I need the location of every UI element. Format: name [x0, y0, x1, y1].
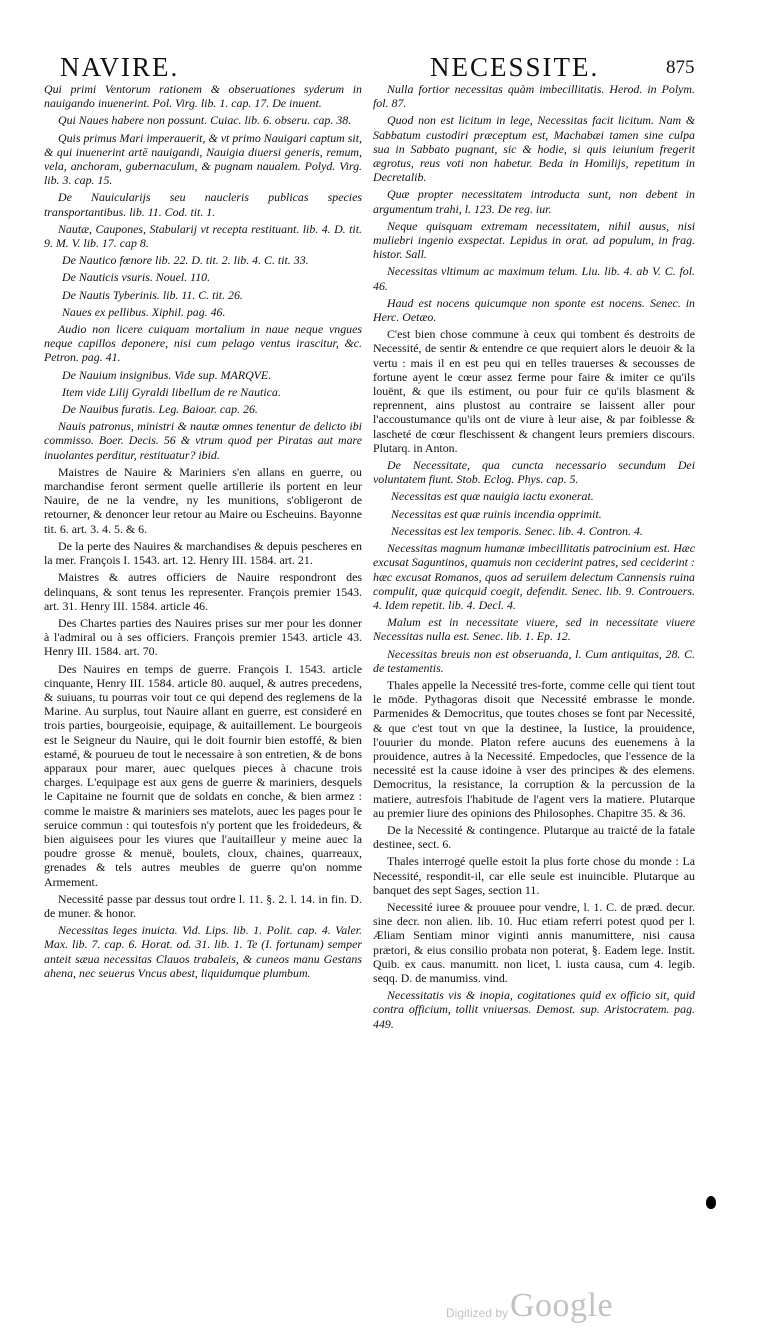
running-header [48, 52, 695, 86]
entry-paragraph: Neque quisquam extremam necessitatem, nihil ausus, nisi muliebri ingenio exspectat. Lepidus in orat. ad populum, in frag. histor. Sall. [373, 218, 695, 262]
digitized-by-label: Digitized by [446, 1306, 509, 1320]
entry-paragraph: Necessité passe par dessus tout ordre l. 11. §. 2. l. 14. in fin. D. de muner. & honor. [44, 891, 362, 920]
entry-paragraph: Necessité iuree & prouuee pour vendre, l. 1. C. de præd. decur. sine decr. non alien. lib. 10. Huc etiam referri potest quod per l. Æliam Sentiam minor viginti annis manumittere, nisi causa prætori, & eius consilio probata non poterat, §. Eadem lege. Instit. Quib. ex caus. manumitt. non licet, l. iusta causa, cum 4. legib. seqq. D. de manumiss. vind. [373, 899, 695, 985]
entry-paragraph: Necessitas est lex temporis. Senec. lib. 4. Contron. 4. [391, 523, 643, 538]
entry-paragraph: Quis primus Mari imperauerit, & vt primo Nauigari captum sit, & qui inuenerint artē nauigandi, Nauigia diuersi generis, remum, vela, anchoram, gubernaculum, & pugnam naualem. Polyd. Virg. lib. 3. cap. 15. [44, 130, 362, 188]
ink-blot-mark [706, 1196, 716, 1209]
entry-paragraph: Item vide Lilij Gyraldi libellum de re Nautica. [62, 384, 281, 399]
entry-paragraph: Necessitas vltimum ac maximum telum. Liu. lib. 4. ab V. C. fol. 46. [373, 264, 695, 293]
entry-paragraph: Qui Naues habere non possunt. Cuiac. lib. 6. obseru. cap. 38. [58, 113, 352, 128]
entry-paragraph: Nauis patronus, ministri & nautæ omnes tenentur de delicto ibi commisso. Boer. Decis. 56 & vtrum quod per Piratas aut mare inuolantes perditur, restituatur? ibid. [44, 419, 362, 462]
entry-paragraph: Quod non est licitum in lege, Necessitas facit licitum. Nam & Sabbatum custodiri præceptum est, Machabæi tamen sine culpa sua in Sabbato pugnant, sic & hodie, si quis ieiunium fregerit ægrotus, reus voti non habetur. Beda in Homilijs, repetitum in Decretalib. [373, 113, 695, 185]
entry-paragraph: Audio non licere cuiquam mortalium in naue neque vngues neque capillos deponere, nisi cum pelago ventus irascitur, &c. Petron. pag. 41. [44, 322, 362, 365]
entry-paragraph: C'est bien chose commune à ceux qui tombent és destroits de Necessité, de sentir & entendre ce que requiert alors le deuoir & la vertu : mais il en est peu qui en telles trauerses & secousses de fortune ayent le cœur assez ferme pour faire & imiter ce qu'ils louënt, & que ils estiment, ou pour fuir ce qu'ils blasment & reprennent, ains plustost au contraire se laissent aller pour l'accoustumance qu'ils ont de viure à leur aise, & par foiblesse & lascheté de cœur fleschissent & changent leurs premiers discours. Plutarq. in Anton. [373, 327, 695, 455]
entry-paragraph: Thales interrogé quelle estoit la plus forte chose du monde : La Necessité, respondit-il, car elle seule est inuincible. Plutarque au banquet des sept Sages, section 11. [373, 854, 695, 897]
entry-paragraph: Des Chartes parties des Nauires prises sur mer pour les donner à l'admiral ou à ses officiers. François premier 1543. article 43. Henry III. 1584. art. 70. [44, 615, 362, 659]
left-column [44, 82, 362, 983]
entry-paragraph: Nulla fortior necessitas quàm imbecillitatis. Herod. in Polym. fol. 87. [373, 82, 695, 111]
header-right-title: NECESSITE. [430, 52, 600, 82]
header-left-title: NAVIRE. [60, 52, 180, 82]
right-column [373, 82, 695, 1034]
entry-paragraph: Maistres & autres officiers de Nauire respondront des delinquans, & sont tenus les representer. François premier 1543. art. 31. Henry III. 1584. article 46. [44, 570, 362, 613]
entry-paragraph: Necessitas est quæ nauigia iactu exonerat. [391, 489, 594, 504]
entry-paragraph: Quæ propter necessitatem introducta sunt, non debent in argumentum trahi, l. 123. De reg. iur. [373, 187, 695, 216]
entry-paragraph: Necessitas est quæ ruinis incendia opprimit. [391, 506, 602, 521]
page-number: 875 [666, 57, 695, 78]
entry-paragraph: Maistres de Nauire & Mariniers s'en allans en guerre, ou marchandise feront serment quelle artillerie ils portent en leur Nauire, de ne la vendre, ny les munitions, s'obligeront de retourner, & denoncer leur retour au Maire ou Escheuins. Bayonne tit. 6. art. 3. 4. 5. & 6. [44, 464, 362, 536]
entry-paragraph: Qui primi Ventorum rationem & obseruationes syderum in nauigando inuenerint. Pol. Virg. lib. 1. cap. 17. De inuent. [44, 82, 362, 111]
entry-paragraph: De Nauicularijs seu naucleris publicas species transportantibus. lib. 11. Cod. tit. 1. [44, 190, 362, 219]
entry-paragraph: Necessitas magnum humanæ imbecillitatis patrocinium est. Hæc excusat Saguntinos, quamuis non ceciderint patres, sed ceciderint : hæc excusat Romanos, quos ad seruilem delectum Cannensis ruina compulit, quæ quicquid coegit, defendit. Senec. lib. 9. Controuers. 4. Idem repetit. lib. 4. Decl. 4. [373, 541, 695, 612]
entry-paragraph: Naues ex pellibus. Xiphil. pag. 46. [62, 304, 226, 319]
entry-paragraph: Necessitas leges inuicta. Vid. Lips. lib. 1. Polit. cap. 4. Valer. Max. lib. 7. cap. 6. Horat. od. 31. lib. 1. Te (I. fortunam) semper anteit sæua necessitas Clauos trabaleis, & cuneos manu Gestans ahena, nec seuerus Vncus abest, liquidumque plumbum. [44, 923, 362, 980]
entry-paragraph: Malum est in necessitate viuere, sed in necessitate viuere Necessitas nulla est. Senec. lib. 1. Ep. 12. [373, 615, 695, 644]
entry-paragraph: De Nautis Tyberinis. lib. 11. C. tit. 26. [62, 287, 243, 302]
entry-paragraph: Necessitatis vis & inopia, cogitationes quid ex officio sit, quid contra officium, tollit vniuersas. Demost. sup. Aristocratem. pag. 449. [373, 988, 695, 1031]
entry-paragraph: Nautæ, Caupones, Stabularij vt recepta restituant. lib. 4. D. tit. 9. M. V. lib. 17. cap 8. [44, 221, 362, 251]
entry-paragraph: De la Necessité & contingence. Plutarque au traicté de la fatale destinee, sect. 6. [373, 822, 695, 852]
entry-paragraph: Des Nauires en temps de guerre. François I. 1543. article cinquante, Henry III. 1584. article 80. auquel, & autres precedens, & suiuans, tu pourras voir tout ce qui depend des reglemens de la Marine. Au surplus, tout Nauire allant en guerre, est consideré en trois parties, bourgeoisie, equipage, & auitaillement. Le bourgeois est le Seigneur du Nauire, qui le doit fournir bien estoffé, & bien estamé, & pourueu de tout le necessaire à son entretien, & de bons apparaux pour marer, auec quelques pieces à chacune trois charges. L'equipage est aux gens de guerre & mariniers, desquels le Capitaine ne fournit que de soldats en conche, & bien armez : comme le maistre & mariniers ses matelots, auec les pages pour le seruice commun : qui toutesfois n'y portent que les froidedeurs, & bien aiguisees pour les viures que l'auitailleur y meine auec la poudre grosse & menuë, boulets, cloux, chaines, quarreaux, grenades & tels autres meubles de guerre qu'on nomme Armement. [44, 661, 362, 889]
google-logo: Google [510, 1287, 614, 1324]
entry-paragraph: De la perte des Nauires & marchandises & depuis pescheres en la mer. François I. 1543. art. 12. Henry III. 1584. art. 21. [44, 538, 362, 568]
entry-paragraph: De Nautico fœnore lib. 22. D. tit. 2. lib. 4. C. tit. 33. [62, 253, 309, 268]
entry-paragraph: De Nauticis vsuris. Nouel. 110. [62, 270, 211, 285]
entry-paragraph: De Nauibus furatis. Leg. Baioar. cap. 26. [62, 402, 258, 417]
digitized-by-watermark [446, 1287, 616, 1327]
entry-paragraph: De Nauium insignibus. Vide sup. MARQVE. [62, 367, 272, 382]
entry-paragraph: Necessitas breuis non est obseruanda, l. Cum antiquitas, 28. C. de testamentis. [373, 646, 695, 675]
entry-paragraph: Haud est nocens quicumque non sponte est nocens. Senec. in Herc. Oetæo. [373, 295, 695, 325]
entry-paragraph: De Necessitate, qua cuncta necessario secundum Dei voluntatem fiunt. Stob. Eclog. Phys. cap. 5. [373, 458, 695, 487]
entry-paragraph: Thales appelle la Necessité tres-forte, comme celle qui tient tout le mōde. Pythagoras disoit que Necessité embrasse le monde. Parmenides & Democritus, que toutes choses se font par Necessité, & que c'est tout vn que la destinee, la Iustice, la prouidence, l'ouurier du monde. Platon refere aucuns des euenemens à la prouidence, autres à la Necessité. Empedocles, que l'essence de la necessité est la cause idoine à vser des principes & des elemens. Democritus, la resistance, la corruption & la percussion de la matiere, autresfois l'habitude de l'agent vers la matiere. Plutarque au premier liure des opinions des Philosophes. Chapitre 35. & 36. [373, 677, 695, 820]
